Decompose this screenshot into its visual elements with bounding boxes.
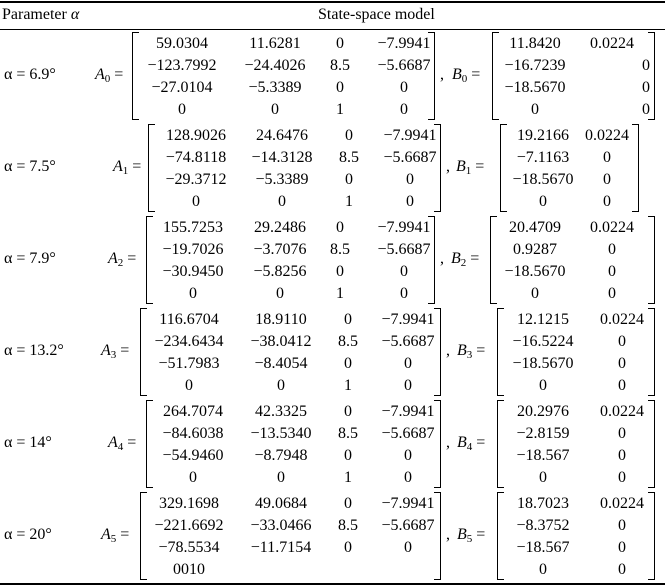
parameter-value: α = 13.2°: [4, 342, 64, 359]
header-parameter-label: Parameter: [2, 6, 67, 23]
matrix-b-symbol: B: [457, 526, 467, 543]
matrix-b-cell: 0: [608, 285, 616, 302]
matrix-a-cell: 0: [404, 377, 412, 394]
table-row: [0, 306, 665, 396]
header-parameter-symbol: α: [70, 6, 80, 23]
matrix-b-cell: −7.1163: [516, 149, 570, 166]
equals-sign: =: [471, 158, 485, 175]
matrix-a-cell: 8.5: [338, 517, 358, 534]
comma: ,: [446, 158, 450, 175]
equals-sign: =: [472, 342, 486, 359]
parameter-value: α = 7.5°: [4, 158, 56, 175]
matrix-a-cell: 59.0304: [156, 35, 208, 52]
matrix-b-cell: 0: [618, 377, 626, 394]
matrix-b-subscript: 3: [466, 349, 473, 361]
matrix-a-cell: 1: [344, 469, 352, 486]
matrix-a-cell: −234.6434: [154, 333, 224, 350]
matrix-a-cell: −29.3712: [165, 171, 227, 188]
matrix-a-cell: −19.7026: [162, 241, 224, 258]
matrix-b-cell: 19.2166: [517, 127, 569, 144]
matrix-a-cell: −5.6687: [381, 333, 435, 350]
matrix-a-subscript: 5: [110, 533, 117, 545]
matrix-b-cell: −16.5224: [512, 333, 574, 350]
matrix-b-cell: 0: [618, 355, 626, 372]
matrix-a-cell: −27.0104: [151, 79, 213, 96]
matrix-b-cell: 0: [642, 101, 650, 118]
matrix-a-cell: 0: [336, 35, 344, 52]
matrix-a-cell: −5.6687: [377, 57, 431, 74]
equals-sign: =: [472, 526, 486, 543]
matrix-b-cell: 0: [603, 171, 611, 188]
matrix-a-cell: 0: [400, 263, 408, 280]
matrix-b-subscript: 1: [465, 165, 472, 177]
matrix-a-cell: −8.7948: [254, 447, 308, 464]
bottom-rule: [0, 583, 665, 585]
matrix-a-cell: −51.7983: [158, 355, 220, 372]
matrix-b-cell: −18.5670: [504, 79, 566, 96]
matrix-a-cell: −30.9450: [162, 263, 224, 280]
matrix-a-cell: −5.6687: [377, 241, 431, 258]
matrix-b-cell: 0: [618, 561, 626, 578]
equals-sign: =: [123, 250, 137, 267]
matrix-a-cell: 329.1698: [159, 495, 219, 512]
matrix-a-cell: 49.0684: [255, 495, 307, 512]
matrix-b-cell: 0: [539, 469, 547, 486]
matrix-a-cell: −11.7154: [250, 539, 312, 556]
matrix-a-cell: −7.9941: [383, 127, 437, 144]
matrix-a-symbol: A: [108, 250, 118, 267]
matrix-a-cell: 0: [344, 403, 352, 420]
matrix-a-cell: 0: [344, 355, 352, 372]
matrix-b-symbol: B: [456, 158, 466, 175]
parameter-value: α = 20°: [4, 526, 52, 543]
comma: ,: [440, 250, 444, 267]
matrix-a-cell: −5.3389: [255, 171, 309, 188]
matrix-b-subscript: 4: [466, 441, 473, 453]
matrix-a-label: [113, 158, 141, 177]
matrix-a-cell: 0: [404, 539, 412, 556]
matrix-a-cell: 8.5: [330, 57, 350, 74]
matrix-a-cell: −5.6687: [381, 425, 435, 442]
matrix-b-cell: 20.4709: [509, 219, 561, 236]
matrix-a-cell: 11.6281: [249, 35, 301, 52]
equals-sign: =: [472, 434, 486, 451]
matrix-a-cell: −123.7992: [147, 57, 217, 74]
matrix-a-symbol: A: [95, 66, 105, 83]
matrix-a-cell: −8.4054: [254, 355, 308, 372]
matrix-b-label: [456, 158, 484, 177]
matrix-a-cell: 0: [400, 101, 408, 118]
matrix-b-cell: 0: [603, 149, 611, 166]
matrix-b-label: [452, 66, 480, 85]
equals-sign: =: [466, 250, 480, 267]
equals-sign: =: [467, 66, 481, 83]
matrix-a-cell: −54.9460: [162, 447, 224, 464]
equals-sign: =: [128, 158, 142, 175]
matrix-a-label: [95, 66, 123, 85]
matrix-a-cell: 0: [344, 539, 352, 556]
matrix-a-cell: −7.9941: [377, 219, 431, 236]
matrix-b-label: [457, 342, 485, 361]
matrix-a-cell: 0: [277, 469, 285, 486]
matrix-b-symbol: B: [457, 434, 467, 451]
matrix-b-cell: 18.7023: [517, 495, 569, 512]
table-row: [0, 214, 665, 304]
matrix-b-cell: 0.9287: [513, 241, 557, 258]
matrix-b-cell: −18.567: [516, 447, 570, 464]
matrix-b-cell: 0: [642, 57, 650, 74]
matrix-a-cell: 0: [344, 495, 352, 512]
matrix-b-cell: −8.3752: [516, 517, 570, 534]
comma: ,: [446, 434, 450, 451]
matrix-b-label: [451, 250, 479, 269]
matrix-b-cell: 0: [608, 263, 616, 280]
matrix-b-label: [457, 434, 485, 453]
matrix-a-cell: 0: [189, 285, 197, 302]
matrix-a-cell: −38.0412: [250, 333, 312, 350]
matrix-b-symbol: B: [457, 342, 467, 359]
equals-sign: =: [110, 66, 124, 83]
matrix-a-cell: 24.6476: [256, 127, 308, 144]
matrix-a-cell: −7.9941: [381, 403, 435, 420]
matrix-b-cell: 0: [618, 469, 626, 486]
equals-sign: =: [123, 434, 137, 451]
matrix-a-cell: 0: [400, 79, 408, 96]
matrix-b-cell: 0: [618, 447, 626, 464]
matrix-a-cell: 1: [344, 377, 352, 394]
matrix-a-cell: 1: [336, 101, 344, 118]
matrix-a-cell: 0: [404, 355, 412, 372]
matrix-a-cell: −5.6687: [381, 517, 435, 534]
matrix-b-cell: 0: [618, 425, 626, 442]
matrix-a-cell: 0: [344, 447, 352, 464]
matrix-b-symbol: B: [452, 66, 462, 83]
matrix-b-cell: −18.5670: [512, 171, 574, 188]
matrix-a-cell: −221.6692: [154, 517, 224, 534]
matrix-a-cell: 264.7074: [163, 403, 223, 420]
matrix-a-cell: 0: [276, 285, 284, 302]
matrix-b-subscript: 5: [466, 533, 473, 545]
matrix-b-subscript: 0: [461, 73, 468, 85]
matrix-a-subscript: 1: [122, 165, 129, 177]
matrix-a-cell: 0: [406, 193, 414, 210]
matrix-a-cell: 0: [185, 377, 193, 394]
matrix-a-cell: −13.5340: [250, 425, 312, 442]
table-row: [0, 398, 665, 488]
matrix-a-cell: 0: [189, 469, 197, 486]
matrix-a-cell: 8.5: [330, 241, 350, 258]
matrix-a-cell: −33.0466: [250, 517, 312, 534]
matrix-a-cell: 0: [344, 311, 352, 328]
matrix-a-cell: 0: [178, 101, 186, 118]
matrix-a-cell: 0: [277, 377, 285, 394]
matrix-b-cell: 20.2976: [517, 403, 569, 420]
matrix-a-cell: 155.7253: [163, 219, 223, 236]
matrix-b-cell: 0: [539, 377, 547, 394]
matrix-a-cell: 0: [192, 193, 200, 210]
matrix-a-cell: −84.6038: [162, 425, 224, 442]
matrix-a-cell: −24.4026: [244, 57, 306, 74]
matrix-b-cell: 0.0224: [590, 219, 634, 236]
matrix-a-label: [108, 434, 136, 453]
matrix-b-cell: −2.8159: [516, 425, 570, 442]
matrix-a-cell: 0: [406, 171, 414, 188]
matrix-b-cell: 0: [642, 79, 650, 96]
matrix-a-cell: −7.9941: [381, 495, 435, 512]
matrix-b-cell: 0: [539, 193, 547, 210]
matrix-a-cell: −5.3389: [248, 79, 302, 96]
parameter-value: α = 14°: [4, 434, 52, 451]
comma: ,: [446, 526, 450, 543]
equals-sign: =: [116, 342, 130, 359]
header-parameter: [2, 6, 79, 24]
matrix-a-cell: −7.9941: [381, 311, 435, 328]
matrix-a-cell: 0: [404, 447, 412, 464]
matrix-a-cell: 42.3325: [255, 403, 307, 420]
matrix-b-cell: 0: [531, 285, 539, 302]
matrix-b-cell: −18.5670: [512, 355, 574, 372]
matrix-a-cell: −5.6687: [383, 149, 437, 166]
table-row: [0, 122, 665, 212]
table-row: [0, 30, 665, 120]
matrix-a-label: [101, 342, 129, 361]
equals-sign: =: [116, 526, 130, 543]
matrix-a-cell: 29.2486: [254, 219, 306, 236]
matrix-b-cell: 0: [603, 193, 611, 210]
parameter-value: α = 7.9°: [4, 250, 56, 267]
matrix-b-cell: 0: [539, 561, 547, 578]
matrix-a-symbol: A: [101, 342, 111, 359]
matrix-a-cell: 1: [345, 193, 353, 210]
matrix-a-cell: 8.5: [339, 149, 359, 166]
matrix-a-cell: 0: [336, 263, 344, 280]
matrix-a-subscript: 4: [117, 441, 124, 453]
matrix-a-cell: 128.9026: [166, 127, 226, 144]
matrix-b-symbol: B: [451, 250, 461, 267]
matrix-b-cell: 0.0224: [600, 495, 644, 512]
matrix-b-cell: −18.5670: [504, 263, 566, 280]
matrix-a-symbol: A: [108, 434, 118, 451]
matrix-a-cell: 8.5: [338, 333, 358, 350]
matrix-a-cell: 0: [278, 193, 286, 210]
matrix-a-cell: 0: [345, 127, 353, 144]
matrix-a-cell: −78.5534: [158, 539, 220, 556]
matrix-a-subscript: 0: [104, 73, 111, 85]
matrix-b-cell: 0: [618, 333, 626, 350]
matrix-a-cell: 8.5: [338, 425, 358, 442]
matrix-b-cell: 0.0224: [600, 403, 644, 420]
matrix-a-cell: 0: [400, 285, 408, 302]
matrix-a-cell: 0: [336, 219, 344, 236]
matrix-b-cell: 0: [618, 539, 626, 556]
matrix-a-cell: −7.9941: [377, 35, 431, 52]
matrix-a-cell: 0: [345, 171, 353, 188]
matrix-b-cell: −16.7239: [504, 57, 566, 74]
matrix-a-label: [101, 526, 129, 545]
matrix-a-cell: 0: [404, 469, 412, 486]
matrix-b-cell: 0.0224: [590, 35, 634, 52]
matrix-a-cell: −14.3128: [251, 149, 313, 166]
comma: ,: [446, 342, 450, 359]
matrix-a-cell: −74.8118: [165, 149, 227, 166]
matrix-b-cell: 12.1215: [517, 311, 569, 328]
matrix-b-subscript: 2: [460, 257, 467, 269]
matrix-b-cell: 0: [618, 517, 626, 534]
matrix-b-cell: 0.0224: [600, 311, 644, 328]
matrix-a-cell: 0: [271, 101, 279, 118]
table-row: [0, 490, 665, 580]
parameter-value: α = 6.9°: [4, 66, 56, 83]
matrix-b-label: [457, 526, 485, 545]
matrix-a-cell: −5.8256: [253, 263, 307, 280]
matrix-b-cell: 0: [531, 101, 539, 118]
matrix-a-cell: 18.9110: [255, 311, 307, 328]
matrix-b-cell: 0.0224: [585, 127, 629, 144]
top-rule: [0, 1, 665, 3]
matrix-a-cell: 1: [336, 285, 344, 302]
matrix-a-label: [108, 250, 136, 269]
matrix-a-cell: 0010: [173, 561, 205, 578]
matrix-a-symbol: A: [113, 158, 123, 175]
matrix-b-cell: −18.567: [516, 539, 570, 556]
comma: ,: [440, 66, 444, 83]
matrix-a-cell: −3.7076: [253, 241, 307, 258]
header-model: State-space model: [318, 6, 435, 23]
matrix-a-cell: 116.6704: [159, 311, 219, 328]
matrix-b-cell: 11.8420: [509, 35, 561, 52]
matrix-a-cell: 0: [336, 79, 344, 96]
matrix-a-subscript: 3: [110, 349, 117, 361]
matrix-a-subscript: 2: [117, 257, 124, 269]
matrix-a-symbol: A: [101, 526, 111, 543]
matrix-b-cell: 0: [608, 241, 616, 258]
